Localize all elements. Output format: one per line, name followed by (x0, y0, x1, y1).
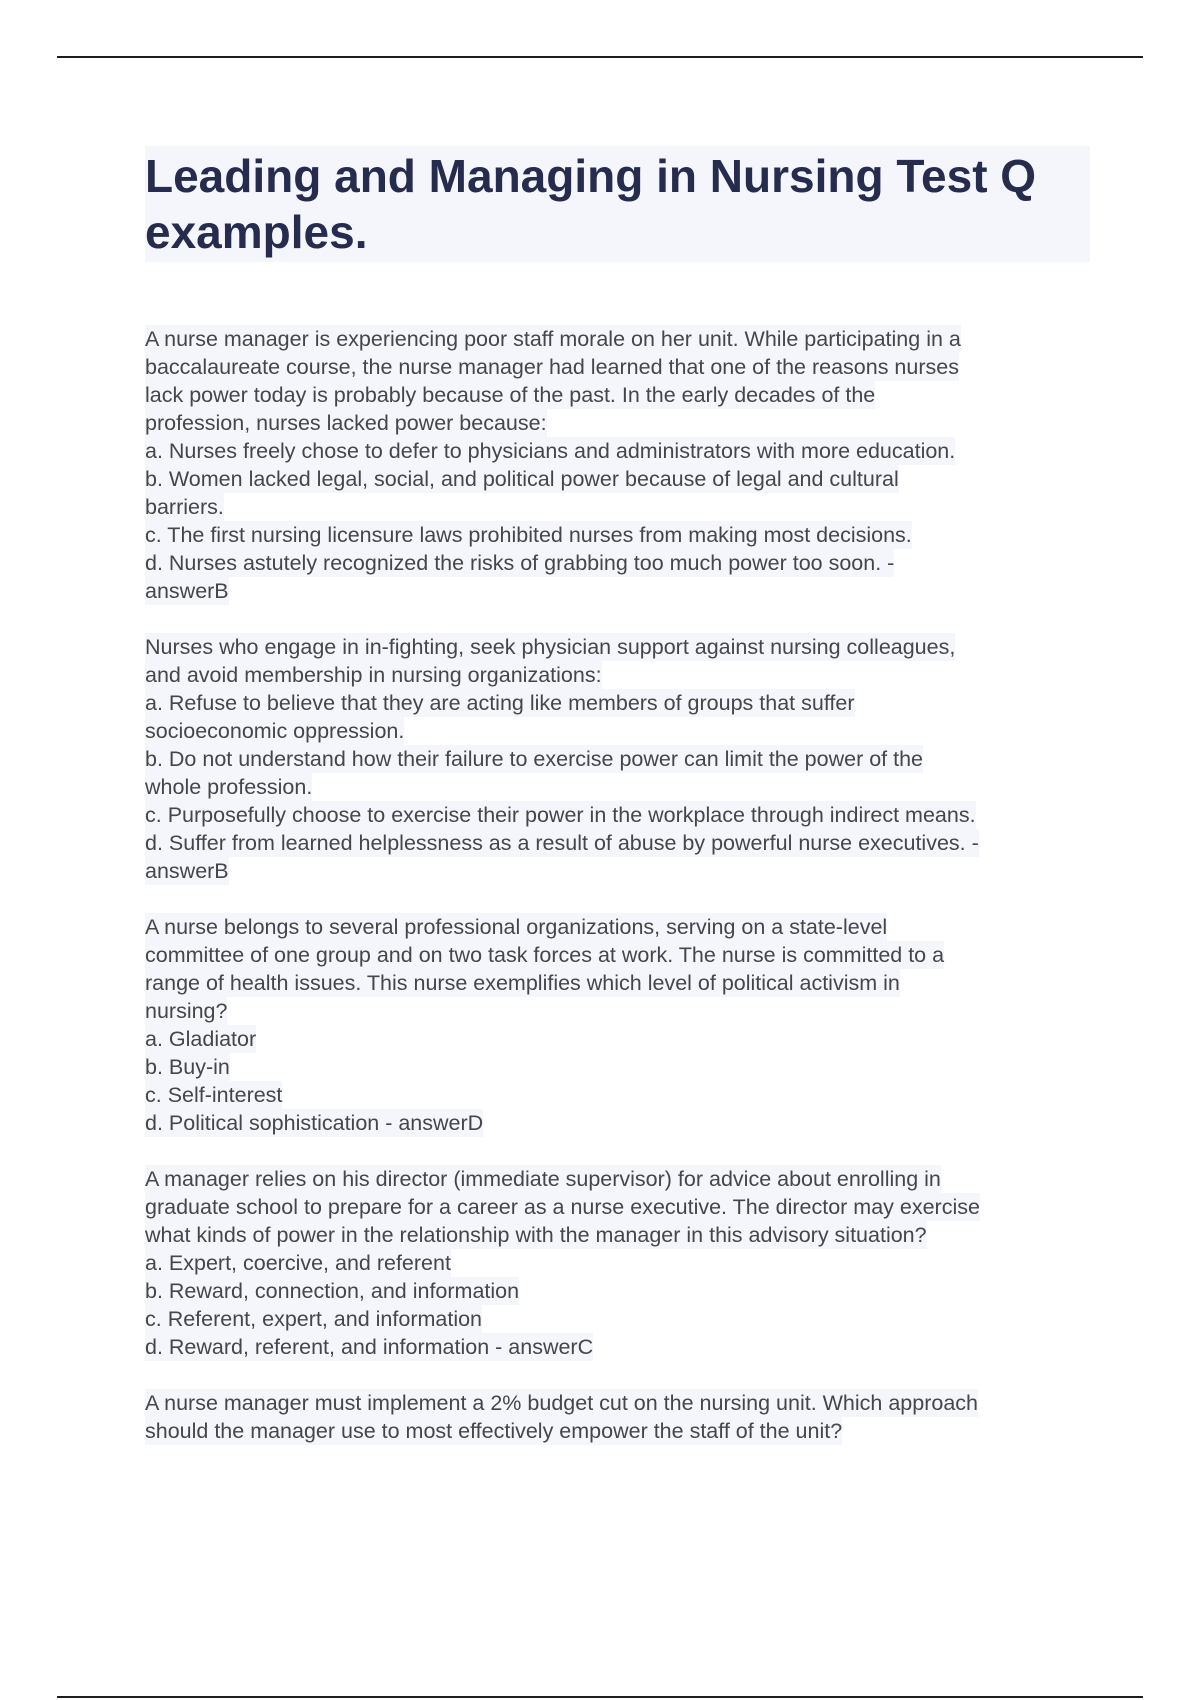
answer-option-d: d. Reward, referent, and information - answerC (145, 1335, 594, 1359)
question-text-line: A nurse belongs to several professional organizations, serving on a state-level (145, 915, 888, 939)
answer-option-a: a. Gladiator (145, 1027, 257, 1051)
question-text-line: what kinds of power in the relationship with the manager in this advisory situation? (145, 1223, 927, 1247)
answer-option-a: a. Expert, coercive, and referent (145, 1251, 451, 1275)
answer-option-b: b. Women lacked legal, social, and political power because of legal and cultural (145, 467, 899, 491)
answer-key: answerB (145, 859, 229, 883)
question-4 (145, 1165, 1090, 1361)
question-text-line: nursing? (145, 999, 228, 1023)
answer-option-c: c. Self-interest (145, 1083, 283, 1107)
answer-option-b-cont: whole profession. (145, 775, 313, 799)
question-text-line: lack power today is probably because of the past. In the early decades of the (145, 383, 876, 407)
question-text-line: range of health issues. This nurse exemplifies which level of political activism in (145, 971, 900, 995)
document-title (145, 146, 1090, 262)
question-3 (145, 913, 1090, 1137)
answer-option-b: b. Reward, connection, and information (145, 1279, 520, 1303)
question-text-line: and avoid membership in nursing organizations: (145, 663, 602, 687)
answer-option-d: d. Suffer from learned helplessness as a result of abuse by powerful nurse executives. - (145, 831, 979, 855)
question-2 (145, 633, 1090, 885)
question-text-line: baccalaureate course, the nurse manager had learned that one of the reasons nurses (145, 355, 959, 379)
answer-option-a: a. Nurses freely chose to defer to physicians and administrators with more education. (145, 439, 956, 463)
question-text-line: graduate school to prepare for a career as a nurse executive. The director may exercise (145, 1195, 980, 1219)
answer-option-c: c. Referent, expert, and information (145, 1307, 483, 1331)
question-text-line: should the manager use to most effectively empower the staff of the unit? (145, 1419, 843, 1443)
document-body (145, 146, 1090, 1473)
answer-option-d: d. Nurses astutely recognized the risks of grabbing too much power too soon. - (145, 551, 895, 575)
top-rule (57, 56, 1143, 58)
bottom-rule (57, 1696, 1143, 1698)
answer-key: answerB (145, 579, 229, 603)
question-text-line: A nurse manager must implement a 2% budget cut on the nursing unit. Which approach (145, 1391, 978, 1415)
question-text-line: A nurse manager is experiencing poor staff morale on her unit. While participating in a (145, 327, 961, 351)
answer-option-a-cont: socioeconomic oppression. (145, 719, 405, 743)
answer-option-a: a. Refuse to believe that they are acting like members of groups that suffer (145, 691, 855, 715)
answer-option-b: b. Buy-in (145, 1055, 230, 1079)
question-text-line: committee of one group and on two task forces at work. The nurse is committed to a (145, 943, 945, 967)
question-text-line: profession, nurses lacked power because: (145, 411, 547, 435)
answer-option-b: b. Do not understand how their failure to exercise power can limit the power of the (145, 747, 923, 771)
answer-option-d: d. Political sophistication - answerD (145, 1111, 484, 1135)
answer-option-c: c. The first nursing licensure laws prohibited nurses from making most decisions. (145, 523, 912, 547)
answer-option-c: c. Purposefully choose to exercise their power in the workplace through indirect means. (145, 803, 976, 827)
question-text-line: Nurses who engage in in-fighting, seek physician support against nursing colleagues, (145, 635, 956, 659)
question-text-line: A manager relies on his director (immediate supervisor) for advice about enrolling in (145, 1167, 941, 1191)
title-line: examples. (145, 206, 368, 258)
question-1 (145, 325, 1090, 605)
answer-option-b-cont: barriers. (145, 495, 224, 519)
title-line: Leading and Managing in Nursing Test Q (145, 150, 1037, 202)
question-5 (145, 1389, 1090, 1445)
